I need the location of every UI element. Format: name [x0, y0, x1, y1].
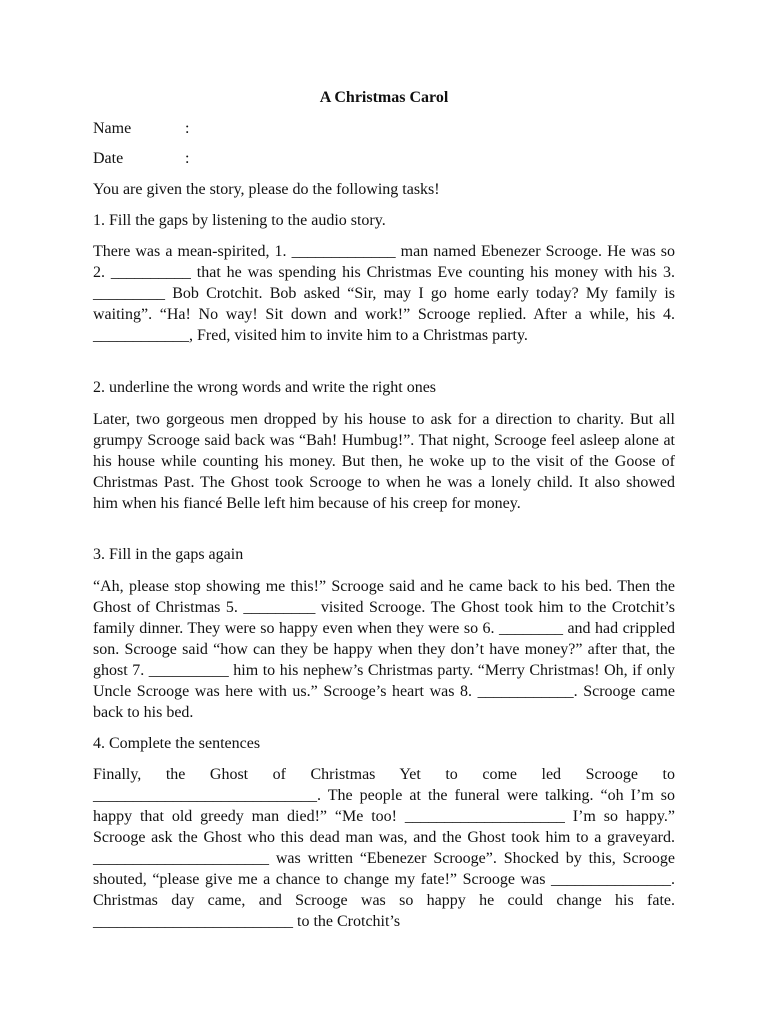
task1-heading: 1. Fill the gaps by listening to the audio story.: [93, 212, 386, 229]
task4-paragraph: Finally, the Ghost of Christmas Yet to come led Scrooge to ____________________________. The people at the funeral were talking. “oh I’m so happy that old greedy man died!” “Me too! ____________________ I’m so happy.” Scrooge ask the Ghost who this dead man was, and the Ghost took him to a graveyard. ______________________ was written “Ebenezer Scrooge”. Shocked by this, Scrooge shouted, “please give me a chance to change my fate!” Scrooge was _______________. Christmas day came, and Scrooge was so happy he could change his fate. _________________________ to the Crotchit’s: [93, 766, 675, 930]
task3-paragraph: “Ah, please stop showing me this!” Scrooge said and he came back to his bed. Then the Ghost of Christmas 5. _________ visited Scrooge. The Ghost took him to the Crotchit’s family dinner. They were so happy even when they were so 6. ________ and had crippled son. Scrooge said “how can they be happy when they don’t have money?” after that, the ghost 7. __________ him to his nephew’s Christmas party. “Merry Christmas! Oh, if only Uncle Scrooge was here with us.” Scrooge’s heart was 8. ____________. Scrooge came back to his bed.: [93, 578, 675, 721]
name-field: [93, 119, 189, 139]
task4-heading: 4. Complete the sentences: [93, 735, 261, 752]
instructions: You are given the story, please do the following tasks!: [93, 181, 440, 198]
date-field: [93, 149, 189, 169]
task1-paragraph: There was a mean-spirited, 1. _____________ man named Ebenezer Scrooge. He was so 2. __________ that he was spending his Christmas Eve counting his money with his 3. _________ Bob Crotchit. Bob asked “Sir, may I go home early today? My family is waiting”. “Ha! No way! Sit down and work!” Scrooge replied. After a while, his 4. ____________, Fred, visited him to invite him to a Christmas party.: [93, 243, 675, 344]
date-label: Date: [93, 150, 124, 167]
task2-paragraph: Later, two gorgeous men dropped by his house to ask for a direction to charity. But all grumpy Scrooge said back was “Bah! Humbug!”. That night, Scrooge feel asleep alone at his house while counting his money. But then, he woke up to the visit of the Goose of Christmas Past. The Ghost took Scrooge to when he was a lonely child. It also showed him when his fiancé Belle left him because of his creep for money.: [93, 411, 675, 512]
name-label: Name: [93, 120, 132, 137]
page-title: A Christmas Carol: [319, 89, 449, 106]
name-separator: :: [185, 120, 190, 137]
date-separator: :: [185, 150, 190, 167]
task3-heading: 3. Fill in the gaps again: [93, 546, 244, 563]
task2-heading: 2. underline the wrong words and write the right ones: [93, 379, 437, 396]
